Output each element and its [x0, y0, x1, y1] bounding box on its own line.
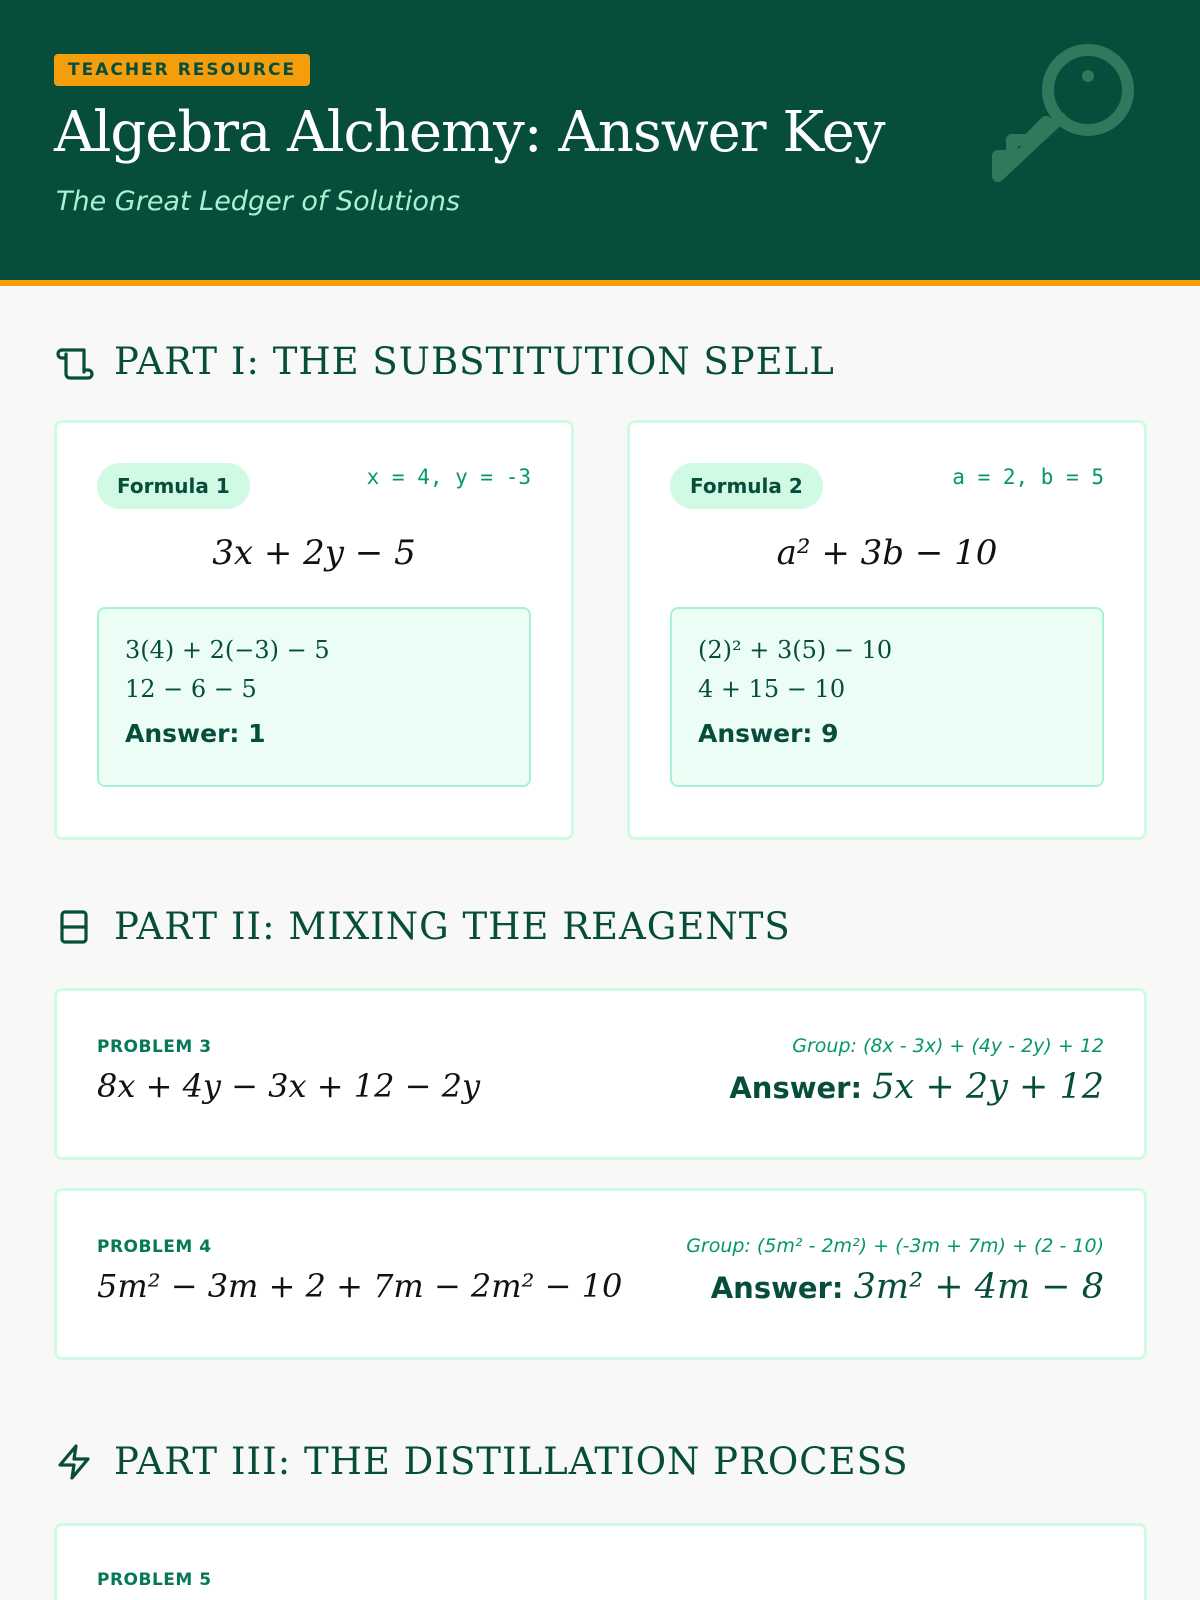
scroll-icon — [54, 342, 94, 382]
page-title: Algebra Alchemy: Answer Key — [54, 100, 885, 165]
page-header — [0, 0, 1200, 286]
solution-step: 4 + 15 − 10 — [698, 675, 846, 703]
problem-label: PROBLEM 5 — [97, 1570, 212, 1590]
beaker-icon — [54, 907, 94, 947]
part2-title: PART II: MIXING THE REAGENTS — [114, 905, 791, 948]
problem-card-3 — [54, 988, 1147, 1160]
part1-heading — [54, 340, 835, 383]
grouping-hint: Group: (8x - 3x) + (4y - 2y) + 12 — [792, 1035, 1104, 1057]
lightning-icon — [54, 1442, 94, 1482]
grouping-hint: Group: (5m² - 2m²) + (-3m + 7m) + (2 - 10) — [686, 1235, 1104, 1257]
formula-worked-solution — [670, 607, 1104, 787]
answer-label: Answer: — [729, 1071, 863, 1105]
formula-label: Formula 1 — [97, 463, 250, 509]
answer-label: Answer: — [710, 1271, 844, 1305]
formula-expression: 3x + 2y − 5 — [212, 533, 416, 573]
part1-title: PART I: THE SUBSTITUTION SPELL — [114, 340, 835, 383]
formula-answer: Answer: 1 — [125, 719, 266, 748]
part3-heading — [54, 1440, 909, 1483]
teacher-resource-badge: TEACHER RESOURCE — [54, 54, 310, 86]
key-icon — [990, 28, 1150, 188]
solution-step: 3(4) + 2(−3) − 5 — [125, 636, 330, 664]
part3-title: PART III: THE DISTILLATION PROCESS — [114, 1440, 909, 1483]
problem-answer — [711, 1267, 1104, 1307]
formula-answer: Answer: 9 — [698, 719, 839, 748]
problem-answer — [729, 1067, 1104, 1107]
part2-heading — [54, 905, 791, 948]
page-subtitle: The Great Ledger of Solutions — [56, 186, 461, 217]
formula-worked-solution — [97, 607, 531, 787]
formula-variables: x = 4, y = -3 — [366, 465, 531, 489]
solution-step: 12 − 6 − 5 — [125, 675, 257, 703]
formula-label: Formula 2 — [670, 463, 823, 509]
problem-expression: 8x + 4y − 3x + 12 − 2y — [97, 1067, 481, 1105]
formula-expression: a² + 3b − 10 — [776, 533, 998, 573]
solution-step: (2)² + 3(5) − 10 — [698, 636, 893, 664]
problem-expression: 5m² − 3m + 2 + 7m − 2m² − 10 — [97, 1267, 623, 1305]
formula-variables: a = 2, b = 5 — [952, 465, 1104, 489]
problem-label: PROBLEM 3 — [97, 1037, 212, 1057]
problem-card-4 — [54, 1188, 1147, 1360]
problem-label: PROBLEM 4 — [97, 1237, 212, 1257]
answer-value: 5x + 2y + 12 — [872, 1067, 1104, 1107]
problem-card-5 — [54, 1523, 1147, 1600]
answer-value: 3m² + 4m − 8 — [853, 1267, 1104, 1307]
formula-card-1 — [54, 420, 574, 840]
formula-card-2 — [627, 420, 1147, 840]
